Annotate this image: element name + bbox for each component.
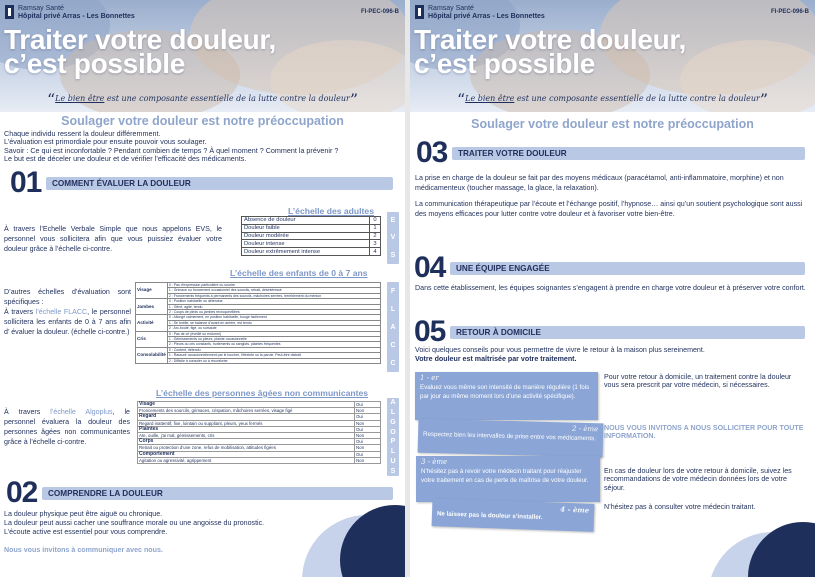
flacc-category: Consolabilité — [136, 347, 168, 363]
evs-value: 0 — [370, 217, 381, 225]
algoplus-title: Regard — [138, 414, 355, 420]
section-heading: COMMENT ÉVALUER LA DOULEUR — [46, 177, 393, 190]
algoplus-yes: Oui — [355, 451, 381, 457]
side-tab-letter: E — [390, 217, 396, 225]
ramsay-logo — [5, 5, 135, 21]
algoplus-row — [138, 457, 381, 463]
tagline-quote: “Le bien être est une composante essentielle de la lutte contre la douleur” — [46, 90, 359, 109]
treatment-text-2: La communication thérapeutique par l’écoute et l’échange positif, l’hypnose… ainsi qu’un soutient psychologique sont aussi des moyens efficaces pour lutter contre votre douleur et à favoriser votre bien-être. — [415, 200, 803, 218]
section-heading: UNE ÉQUIPE ENGAGÉE — [450, 262, 805, 275]
algoplus-no: Non — [355, 445, 381, 451]
algoplus-description: Regard inattentif, fixe, lointain ou suppliant, pleurs, yeux fermés — [138, 420, 355, 426]
flacc-item: 0 : Pas de cri (éveillé ou endormi) — [167, 331, 380, 336]
flacc-scale-reference: l’échelle FLACC — [35, 308, 88, 316]
home-note-consult: N’hésitez pas à consulter votre médecin traitant. — [604, 503, 756, 511]
flacc-category: Activité — [136, 315, 168, 331]
evs-value: 4 — [370, 248, 381, 256]
heading-section-01 — [10, 166, 393, 199]
algoplus-yes: Oui — [355, 402, 381, 408]
understanding-text: La douleur physique peut être aiguë ou chronique. La douleur peut aussi cacher une souffrance morale ou une angoisse du pronostic. L’écoute active est essentiel pour vous comprendre. — [4, 510, 265, 536]
section-number: 04 — [414, 251, 446, 284]
heading-section-03 — [416, 136, 805, 169]
flacc-category: Jambes — [136, 299, 168, 315]
treatment-text-1: La prise en charge de la douleur se fait par des moyens médicaux (paracétamol, anti-inflammatoire, morphine) et non médicamenteux (toucher massage, la glace, la relaxation). — [415, 174, 784, 192]
home-note-pain-at-home: En cas de douleur lors de votre retour à domicile, suivez les recommandations de votre médecin données lors de votre séjour. — [604, 467, 792, 492]
brand-name: Ramsay Santé — [18, 5, 64, 12]
algoplus-description: Aïe, ouille, j’ai mal, gémissements, cris — [138, 433, 355, 439]
algoplus-no: Non — [355, 420, 381, 426]
section-heading: RETOUR À DOMICILE — [450, 326, 805, 339]
algoplus-yes: Oui — [355, 426, 381, 432]
ramsay-logo — [415, 5, 545, 21]
flacc-item: 1 : Se tortille, se balance d’avant en arrière, est tendu — [167, 320, 380, 325]
side-tab-letter: V — [390, 234, 396, 242]
algoplus-description: Agitation ou agressivité, agrippement — [138, 457, 355, 463]
ramsay-logo-icon — [415, 5, 424, 19]
flacc-row — [136, 358, 381, 363]
algoplus-title: Plaintes — [138, 426, 355, 432]
section-number: 01 — [10, 166, 42, 199]
heading-section-04 — [414, 251, 805, 284]
evs-label: Douleur faible — [242, 224, 370, 232]
side-tab-letter: L — [390, 448, 396, 456]
ramsay-logo-icon — [5, 5, 14, 19]
header-banner — [0, 0, 405, 112]
flacc-item: 1 : Gémissements ou pleurs, plainte occasionnelle — [167, 337, 380, 342]
header-banner — [410, 0, 815, 112]
advice-card-4: 4 - ème Ne laissez pas la douleur s’installer. — [432, 498, 595, 532]
flacc-item: 2 : Pleurs ou cris constants, hurlements ou sanglots, plaintes fréquentes — [167, 342, 380, 347]
evs-row — [242, 224, 381, 232]
algoplus-side-tab — [387, 398, 399, 476]
algoplus-no: Non — [355, 433, 381, 439]
adults-scale-text: À travers l’Echelle Verbale Simple que nous appelons EVS, le personnel vous sollicitera afin que vous puissiez évaluer votre douleur grâce à l’échelle ci-contre. — [4, 225, 222, 253]
heading-section-05 — [414, 315, 805, 348]
evs-row — [242, 217, 381, 225]
document-reference: FI-PEC-096-B — [360, 9, 399, 15]
evs-label: Douleur intense — [242, 240, 370, 248]
advice-card-1: 1 - er Evaluez vous même son intensité de manière régulière (1 fois par jour au même moment lors d’une activité spécifique). — [415, 372, 598, 420]
document-reference: FI-PEC-096-B — [770, 9, 809, 15]
flacc-item: 1 : Gêné, agité, tendu — [167, 304, 380, 309]
side-tab-letter: F — [390, 287, 396, 295]
section-title: Soulager votre douleur est notre préoccupation — [471, 117, 754, 131]
evs-value: 1 — [370, 224, 381, 232]
section-number: 02 — [6, 476, 38, 509]
evs-value: 3 — [370, 240, 381, 248]
evs-row — [242, 240, 381, 248]
side-tab-letter: A — [390, 323, 396, 331]
tagline-quote: “Le bien être est une composante essentielle de la lutte contre la douleur” — [456, 90, 769, 109]
side-tab-letter: C — [390, 341, 396, 349]
home-intro: Voici quelques conseils pour vous permettre de vivre le retour à la maison plus sereinement. Votre douleur est maîtrisée par votre traitement. — [415, 346, 705, 363]
side-tab-letter: S — [390, 467, 396, 475]
algoplus-yes: Oui — [355, 414, 381, 420]
subhead-adults-scale: L’échelle des adultes — [288, 206, 374, 216]
side-tab-letter: C — [390, 359, 396, 367]
flacc-scale-table — [135, 282, 381, 364]
advice-card-3: 3 - ème N’hésitez pas à revoir votre médecin traitant pour réajuster votre traitement en cas de perte de maîtrise de votre douleur. — [416, 456, 600, 502]
section-heading: COMPRENDRE LA DOULEUR — [42, 487, 393, 500]
flacc-item: 2 : Arc-bouté, figé, ou sursaute — [167, 326, 380, 331]
home-note-contact: NOUS VOUS INVITONS A NOUS SOLLICITER POUR TOUTE INFORMATION. — [604, 424, 804, 441]
evs-row — [242, 248, 381, 256]
flacc-item: 0 : Allongé calmement, en position habituelle, bouge facilement — [167, 315, 380, 320]
algoplus-description: Retrait ou protection d’une zone, refus de mobilisation, attitudes figées — [138, 445, 355, 451]
algoplus-title: Corps — [138, 439, 355, 445]
side-tab-letter: S — [390, 251, 396, 259]
section-heading: TRAITER VOTRE DOULEUR — [452, 147, 805, 160]
flacc-category: Visage — [136, 283, 168, 299]
side-tab-letter: A — [390, 399, 396, 407]
flacc-item: 0 : Position habituelle ou détendue — [167, 299, 380, 304]
evs-label: Douleur modérée — [242, 232, 370, 240]
children-scale-text: D’autres échelles d’évaluation sont spécifiques : À travers l’échelle FLACC, le personnel sollicitera les enfants de 0 à 7 ans afin d’ évaluer la douleur. (échelle ci-contre.) — [4, 288, 132, 336]
evs-scale-table — [241, 216, 381, 256]
advice-card-2: 2 - ème Respectez bien les intervalles de prise entre vos médicaments. — [418, 419, 604, 458]
contact-invitation: Nous vous invitons à communiquer avec nous. — [4, 546, 163, 554]
elderly-scale-text: À travers l’échelle Algoplus, le personnel évaluera la douleur des personnes âgées non communicantes grâce à l’échelle ci-contre. — [4, 408, 130, 446]
algoplus-no: Non — [355, 408, 381, 414]
section-title: Soulager votre douleur est notre préoccupation — [61, 114, 344, 128]
section-number: 03 — [416, 136, 448, 169]
algoplus-scale-reference: l’échelle Algoplus — [50, 408, 113, 416]
algoplus-description: Froncements des sourcils, grimaces, crispation, mâchoires serrées, visage figé — [138, 408, 355, 414]
algoplus-title: Comportement — [138, 451, 355, 457]
section-number: 05 — [414, 315, 446, 348]
flacc-item: 0 : Content, détendu — [167, 347, 380, 352]
evs-value: 2 — [370, 232, 381, 240]
side-tab-letter: P — [390, 438, 396, 446]
page-title: Traiter votre douleur, c’est possible — [414, 24, 686, 79]
heading-section-02 — [6, 476, 393, 509]
home-note-prescription: Pour votre retour à domicile, un traitement contre la douleur vous sera prescrit par votre médecin, si nécessaires. — [604, 373, 792, 390]
page-title: Traiter votre douleur, c’est possible — [4, 24, 276, 79]
evs-row — [242, 232, 381, 240]
algoplus-title: Visage — [138, 402, 355, 408]
evs-side-tab — [387, 212, 399, 264]
flacc-item: 1 : Rassuré occasionnellement par le toucher, l’étreinte ou la parole. Peut-être distrait — [167, 353, 380, 358]
side-tab-letter: L — [390, 409, 396, 417]
decor-circle-dark — [340, 505, 405, 577]
algoplus-no: Non — [355, 457, 381, 463]
leaflet-page-right — [410, 0, 815, 577]
side-tab-letter: L — [390, 305, 396, 313]
side-tab-letter: O — [390, 428, 396, 436]
brand-name: Ramsay Santé — [428, 5, 474, 12]
flacc-item: 2 : Coups de pieds ou jambes recroquevillées — [167, 310, 380, 315]
algoplus-scale-table — [137, 401, 381, 464]
leaflet-page-left — [0, 0, 405, 577]
side-tab-letter: G — [390, 418, 396, 426]
hospital-name: Hôpital privé Arras - Les Bonnettes — [18, 13, 135, 20]
flacc-category: Cris — [136, 331, 168, 347]
flacc-side-tab — [387, 282, 399, 372]
hospital-name: Hôpital privé Arras - Les Bonnettes — [428, 13, 545, 20]
subhead-children-scale: L’échelle des enfants de 0 à 7 ans — [230, 268, 368, 278]
flacc-item: 1 : Grimace ou froncement occasionnel des sourcils, retrait, désintéressé — [167, 288, 380, 293]
decor-circle-dark — [748, 522, 815, 577]
subhead-elderly-scale: L’échelle des personnes âgées non communicantes — [156, 388, 369, 398]
side-tab-letter: U — [390, 457, 396, 465]
evs-label: Douleur extrêmement intense — [242, 248, 370, 256]
evs-label: Absence de douleur — [242, 217, 370, 225]
algoplus-yes: Oui — [355, 439, 381, 445]
flacc-item: 0 : Pas d’expression particulière ou sourire — [167, 283, 380, 288]
flacc-item: 2 : Froncements fréquents à permanents des sourcils, mâchoires serrées, tremblement du menton — [167, 293, 380, 298]
intro-text: Chaque individu ressent la douleur différemment. L’évaluation est primordiale pour ensuite pouvoir vous soulager. Savoir : Ce qui est inconfortable ? Pendant combien de temps ? À quel moment ? Comment la prévenir ? Le but est de déceler une douleur et de vérifier l’efficacité des médicaments. — [4, 129, 339, 163]
flacc-item: 2 : Difficile à consoler ou à réconforter — [167, 358, 380, 363]
team-text: Dans cette établissement, les équipes soignantes s’engagent à prendre en charge votre douleur et à préserver votre confort. — [415, 284, 806, 292]
